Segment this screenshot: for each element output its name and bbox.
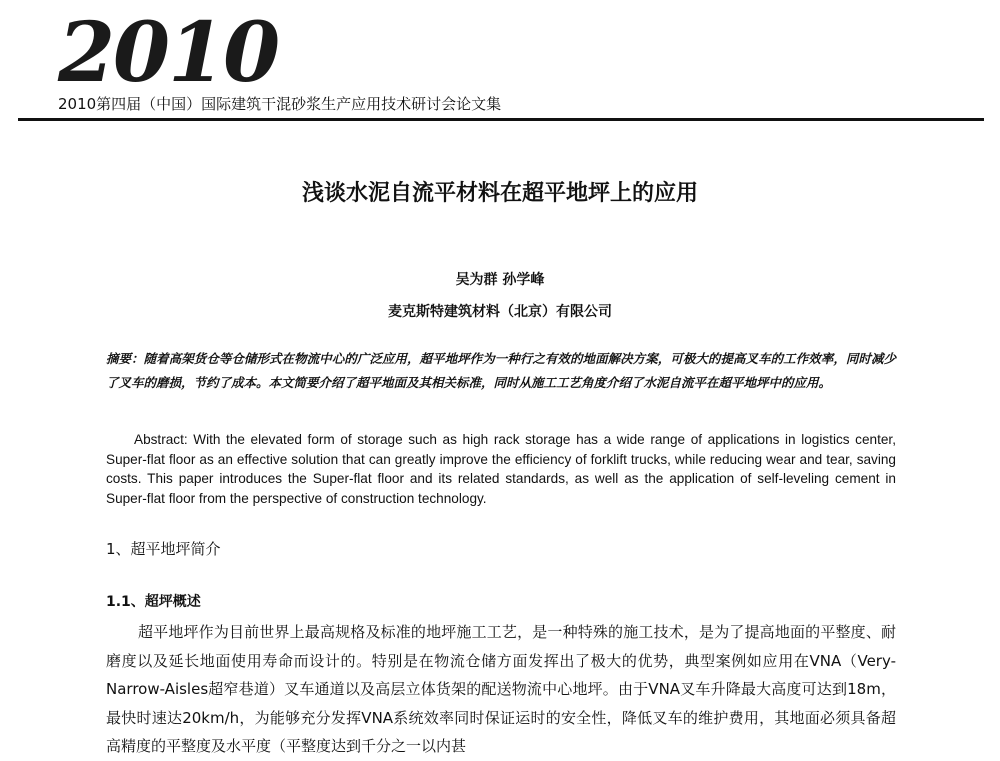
body-paragraph: 超平地坪作为目前世界上最高规格及标准的地坪施工工艺，是一种特殊的施工技术，是为了提高地面的平整度、耐磨度以及延长地面使用寿命而设计的。特别是在物流仓储方面发挥出了极大的优势，典型案例如应用在VNA（Very-Narrow-Aisles超窄巷道）叉车通道以及高层立体货架的配送物流中心地坪。由于VNA叉车升降最大高度可达到18m，最快时速达20km/h，为能够充分发挥VNA系统效率同时保证运时的安全性，降低叉车的维护费用，其地面必须具备超高精度的平整度及水平度（平整度达到千分之一以内甚 [106, 623, 896, 755]
subsection-heading: 1.1、超坪概述 [106, 594, 201, 610]
header-divider [18, 118, 984, 121]
affiliation: 麦克斯特建筑材料（北京）有限公司 [388, 304, 612, 320]
abstract-english: Abstract: With the elevated form of storage such as high rack storage has a wide range of applications in logistics center, Super-flat floor as an effective solution that can greatly improve the efficiency of forklift trucks, while reducing wear and tear, saving costs. This paper introduces the Super-flat floor and its related standards, as well as the application of self-leveling cement in Super-flat floor from the perspective of construction technology. [106, 432, 896, 506]
section-heading: 1、超平地坪简介 [106, 540, 221, 558]
year-logo: 2010 [58, 5, 279, 101]
paper-title: 浅谈水泥自流平材料在超平地坪上的应用 [301, 181, 698, 206]
proceedings-header: 2010第四届（中国）国际建筑干混砂浆生产应用技术研讨会论文集 [58, 95, 502, 113]
authors: 吴为群 孙学峰 [455, 272, 545, 288]
abstract-chinese: 摘要：随着高架货仓等仓储形式在物流中心的广泛应用，超平地坪作为一种行之有效的地面解决方案，可极大的提高叉车的工作效率，同时减少了叉车的磨损，节约了成本。本文简要介绍了超平地面及其相关标准，同时从施工工艺角度介绍了水泥自流平在超平地坪中的应用。 [106, 351, 896, 390]
